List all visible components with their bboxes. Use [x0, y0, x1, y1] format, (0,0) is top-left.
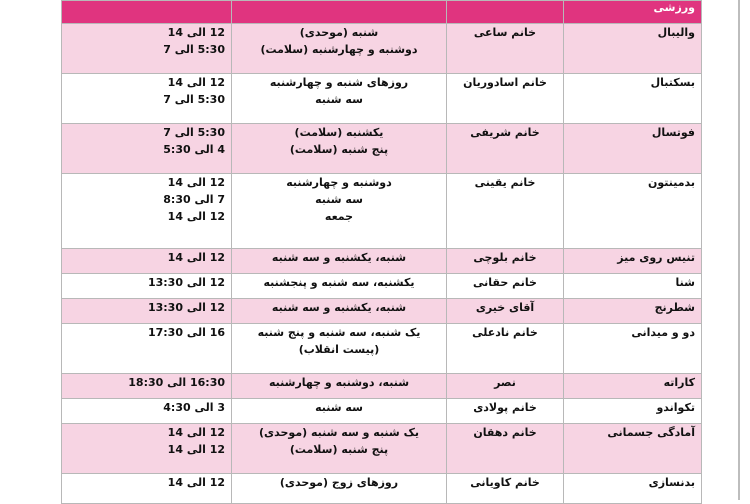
coach-cell-text: آقای خیری	[475, 301, 535, 314]
days-cell	[232, 24, 447, 74]
times-cell-line: 5:30 الی 7	[163, 93, 225, 106]
days-cell-line: شنبه، یکشنبه و سه شنبه	[271, 251, 407, 264]
table-row	[62, 299, 702, 324]
days-cell-line: روزهای زوج (موحدی)	[279, 476, 399, 489]
sport-cell	[564, 299, 702, 324]
times-cell	[62, 124, 232, 174]
coach-cell	[447, 299, 564, 324]
sport-cell	[564, 74, 702, 124]
coach-cell	[447, 424, 564, 474]
header-cell	[232, 1, 447, 24]
table-header-row	[62, 1, 702, 24]
coach-cell-text: خانم نادعلی	[472, 326, 538, 339]
times-cell-line: 16 الی 17:30	[147, 326, 225, 339]
times-cell	[62, 74, 232, 124]
sport-cell	[564, 324, 702, 374]
times-cell-line: 12 الی 14	[167, 26, 225, 39]
sport-cell-text: والیبال	[657, 26, 695, 39]
times-cell-line: 4 الی 5:30	[163, 143, 225, 156]
days-cell-line: دوشنبه و چهارشنبه	[286, 176, 392, 189]
days-cell-line: شنبه (موحدی)	[299, 26, 379, 39]
days-cell	[232, 299, 447, 324]
sport-cell-text: تکواندو	[656, 401, 695, 414]
sport-cell	[564, 474, 702, 504]
table-row	[62, 424, 702, 474]
days-cell-line: یکشنبه (سلامت)	[294, 126, 384, 139]
table-row	[62, 324, 702, 374]
sport-cell-text: آمادگی جسمانی	[607, 426, 695, 439]
times-cell-line: 12 الی 13:30	[147, 276, 225, 289]
coach-cell-text: خانم کاویانی	[470, 476, 540, 489]
table-row	[62, 249, 702, 274]
days-cell-line: شنبه، دوشنبه و چهارشنبه	[268, 376, 410, 389]
times-cell	[62, 399, 232, 424]
coach-cell	[447, 174, 564, 249]
days-cell	[232, 474, 447, 504]
coach-cell	[447, 249, 564, 274]
days-cell-line: پنج شنبه (سلامت)	[289, 143, 389, 156]
days-cell-line: (پیست انقلاب)	[298, 343, 380, 356]
table-row	[62, 74, 702, 124]
sport-cell	[564, 374, 702, 399]
days-cell	[232, 174, 447, 249]
coach-cell	[447, 124, 564, 174]
sport-cell	[564, 24, 702, 74]
times-cell-line: 3 الی 4:30	[163, 401, 225, 414]
sport-cell-text: شنا	[675, 276, 695, 289]
table-row	[62, 374, 702, 399]
coach-cell	[447, 374, 564, 399]
sport-cell	[564, 174, 702, 249]
times-cell-line: 12 الی 14	[167, 251, 225, 264]
days-cell	[232, 274, 447, 299]
coach-cell	[447, 24, 564, 74]
sport-cell	[564, 399, 702, 424]
coach-cell-text: خانم بلوچی	[473, 251, 537, 264]
sport-cell-text: شطرنج	[654, 301, 695, 314]
sport-cell-text: دو و میدانی	[631, 326, 695, 339]
days-cell	[232, 74, 447, 124]
days-cell-line: دوشنبه و چهارشنبه (سلامت)	[260, 43, 418, 56]
times-cell-line: 5:30 الی 7	[163, 43, 225, 56]
times-cell-line: 12 الی 14	[167, 176, 225, 189]
times-cell-line: 12 الی 14	[167, 476, 225, 489]
sport-cell-text: بدنسازی	[648, 476, 695, 489]
times-cell-line: 12 الی 14	[167, 76, 225, 89]
page-edge	[738, 0, 740, 500]
sport-cell-text: تنیس روی میز	[617, 251, 695, 264]
coach-cell	[447, 324, 564, 374]
days-cell-line: یک شنبه، سه شنبه و پنج شنبه	[257, 326, 421, 339]
days-cell-line: سه شنبه	[315, 193, 363, 206]
times-cell-line: 12 الی 14	[167, 426, 225, 439]
times-cell-line: 12 الی 14	[167, 210, 225, 223]
table-row	[62, 274, 702, 299]
days-cell-line: پنج شنبه (سلامت)	[289, 443, 389, 456]
coach-cell	[447, 474, 564, 504]
sport-cell	[564, 274, 702, 299]
coach-cell-text: خانم ساعی	[473, 26, 537, 39]
coach-cell-text: خانم دهقان	[473, 426, 537, 439]
days-cell-line: یکشنبه، سه شنبه و پنجشنبه	[263, 276, 415, 289]
days-cell	[232, 324, 447, 374]
times-cell-line: 16:30 الی 18:30	[128, 376, 225, 389]
table-row	[62, 399, 702, 424]
sport-cell-text: بسکتبال	[650, 76, 695, 89]
times-cell	[62, 374, 232, 399]
schedule-rows	[62, 24, 702, 504]
coach-cell-text: خانم پولادی	[473, 401, 537, 414]
header-cell	[62, 1, 232, 24]
days-cell-line: روزهای شنبه و چهارشنبه	[269, 76, 409, 89]
days-cell-line: یک شنبه و سه شنبه (موحدی)	[259, 426, 419, 439]
coach-cell	[447, 74, 564, 124]
times-cell	[62, 249, 232, 274]
days-cell	[232, 374, 447, 399]
sport-cell-text: بدمینتون	[647, 176, 695, 189]
header-title: ورزشی	[564, 1, 702, 24]
days-cell	[232, 424, 447, 474]
times-cell-line: 5:30 الی 7	[163, 126, 225, 139]
coach-cell-text: خانم حقانی	[473, 276, 537, 289]
table-row	[62, 124, 702, 174]
times-cell-line: 7 الی 8:30	[163, 193, 225, 206]
sport-cell	[564, 124, 702, 174]
coach-cell-text: خانم اسادوریان	[463, 76, 547, 89]
times-cell-line: 12 الی 13:30	[147, 301, 225, 314]
coach-cell	[447, 399, 564, 424]
coach-cell-text: خانم یقینی	[474, 176, 536, 189]
times-cell	[62, 24, 232, 74]
times-cell	[62, 274, 232, 299]
days-cell-line: شنبه، یکشنبه و سه شنبه	[271, 301, 407, 314]
times-cell-line: 12 الی 14	[167, 443, 225, 456]
days-cell-line: جمعه	[324, 210, 354, 223]
times-cell	[62, 174, 232, 249]
coach-cell-text: نصر	[494, 376, 516, 389]
sport-cell	[564, 249, 702, 274]
sport-cell-text: کاراته	[663, 376, 695, 389]
times-cell	[62, 299, 232, 324]
table-row	[62, 474, 702, 504]
sport-cell-text: فوتسال	[651, 126, 695, 139]
days-cell	[232, 399, 447, 424]
sport-cell	[564, 424, 702, 474]
coach-cell	[447, 274, 564, 299]
times-cell	[62, 474, 232, 504]
days-cell	[232, 249, 447, 274]
header-cell	[447, 1, 564, 24]
coach-cell-text: خانم شریفی	[470, 126, 540, 139]
days-cell-line: سه شنبه	[315, 401, 363, 414]
sports-schedule-table	[61, 0, 702, 504]
days-cell	[232, 124, 447, 174]
table-row	[62, 174, 702, 249]
table-row	[62, 24, 702, 74]
days-cell-line: سه شنبه	[315, 93, 363, 106]
times-cell	[62, 424, 232, 474]
times-cell	[62, 324, 232, 374]
